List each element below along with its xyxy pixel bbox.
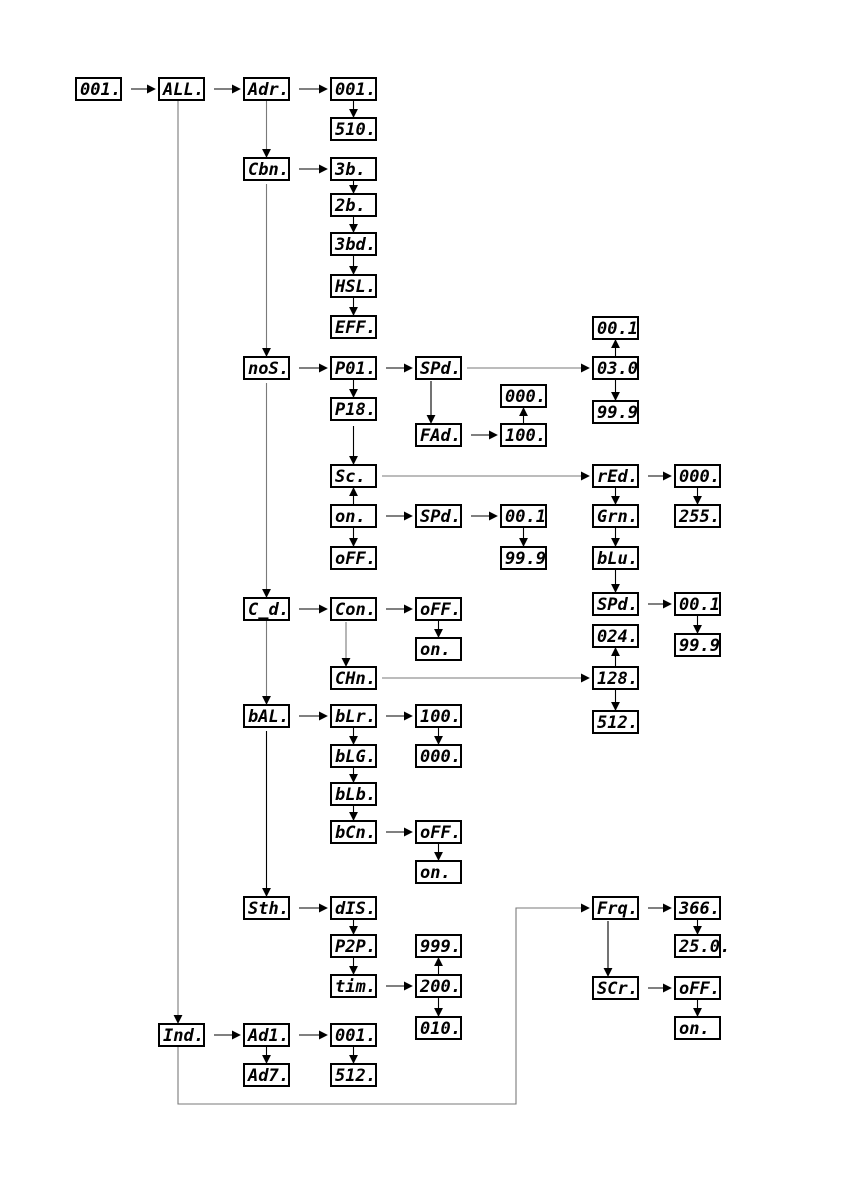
display-value: 00.1 bbox=[597, 319, 638, 339]
display-value: 000. bbox=[505, 387, 546, 407]
display-value: 25.0. bbox=[679, 937, 731, 957]
display-value: on. bbox=[420, 640, 451, 660]
display-value: 255. bbox=[679, 507, 720, 527]
display-node-onc bbox=[416, 638, 461, 660]
display-value: rEd. bbox=[597, 467, 638, 487]
display-value: oFF. bbox=[420, 600, 461, 620]
display-node-eff bbox=[331, 316, 376, 338]
display-value: 99.9 bbox=[679, 636, 720, 656]
display-value: bLG. bbox=[335, 747, 376, 767]
display-node-r255 bbox=[675, 505, 720, 527]
display-value: Ad1. bbox=[248, 1026, 289, 1046]
display-node-p18 bbox=[331, 398, 376, 420]
display-node-f000 bbox=[501, 385, 546, 407]
display-value: 2b. bbox=[335, 196, 366, 216]
display-node-off1 bbox=[331, 547, 376, 569]
display-node-sc bbox=[331, 465, 376, 487]
display-value: 999. bbox=[420, 937, 461, 957]
display-value: 001. bbox=[335, 80, 376, 100]
display-node-red bbox=[593, 465, 638, 487]
display-node-grn bbox=[593, 505, 638, 527]
display-node-adr_510 bbox=[331, 118, 376, 140]
display-node-q999 bbox=[675, 634, 720, 656]
display-node-c512 bbox=[593, 711, 638, 733]
display-node-bcn bbox=[331, 821, 376, 843]
display-node-blr bbox=[331, 705, 376, 727]
display-value: Ad7. bbox=[248, 1066, 289, 1086]
display-value: on. bbox=[679, 1019, 710, 1039]
display-node-tim bbox=[331, 975, 376, 997]
display-value: bLr. bbox=[335, 707, 376, 727]
display-value: Ind. bbox=[163, 1026, 204, 1046]
display-value: 510. bbox=[335, 120, 376, 140]
display-node-ad7 bbox=[244, 1064, 289, 1086]
display-value: 00.1 bbox=[505, 507, 546, 527]
display-value: 3bd. bbox=[335, 235, 376, 255]
display-node-bon bbox=[416, 861, 461, 883]
display-node-f366 bbox=[675, 897, 720, 919]
display-value: SPd. bbox=[420, 359, 461, 379]
display-node-blu bbox=[593, 547, 638, 569]
display-value: 100. bbox=[505, 426, 546, 446]
display-node-blb bbox=[331, 783, 376, 805]
display-node-p2p bbox=[331, 935, 376, 957]
display-value: HSL. bbox=[335, 277, 376, 297]
display-value: 200. bbox=[420, 977, 461, 997]
display-node-nos bbox=[244, 357, 289, 379]
display-node-frq bbox=[593, 897, 638, 919]
display-value: Sth. bbox=[248, 899, 289, 919]
display-value: Con. bbox=[335, 600, 376, 620]
display-value: 99.9 bbox=[597, 403, 638, 423]
display-node-t010 bbox=[416, 1017, 461, 1039]
display-value: SPd. bbox=[420, 507, 461, 527]
display-value: on. bbox=[420, 863, 451, 883]
display-node-n001 bbox=[76, 78, 121, 100]
display-node-blg bbox=[331, 745, 376, 767]
display-node-o001 bbox=[501, 505, 546, 527]
display-value: 024. bbox=[597, 627, 638, 647]
display-value: Sc. bbox=[335, 467, 366, 487]
display-value: 001. bbox=[80, 80, 121, 100]
display-value: SPd. bbox=[597, 595, 638, 615]
display-value: noS. bbox=[248, 359, 289, 379]
display-node-r000 bbox=[675, 465, 720, 487]
display-node-spd2 bbox=[416, 505, 461, 527]
display-node-boff bbox=[416, 821, 461, 843]
display-node-c3bd bbox=[331, 233, 376, 255]
display-node-hsl bbox=[331, 275, 376, 297]
display-node-t999 bbox=[416, 935, 461, 957]
display-node-son bbox=[675, 1017, 720, 1039]
display-node-c128 bbox=[593, 667, 638, 689]
display-node-soff bbox=[675, 977, 720, 999]
display-node-s001 bbox=[593, 317, 638, 339]
display-value: 000. bbox=[420, 747, 461, 767]
display-node-f250 bbox=[675, 935, 730, 957]
display-node-spd1 bbox=[416, 357, 461, 379]
display-value: 128. bbox=[597, 669, 638, 689]
display-node-sth bbox=[244, 897, 289, 919]
display-node-c3b bbox=[331, 158, 376, 180]
display-node-cd bbox=[244, 598, 289, 620]
display-node-q001 bbox=[675, 593, 720, 615]
display-value: Cbn. bbox=[248, 160, 289, 180]
display-node-s030 bbox=[593, 357, 638, 379]
display-node-f100 bbox=[501, 424, 546, 446]
display-node-o999 bbox=[501, 547, 546, 569]
display-value: 010. bbox=[420, 1019, 461, 1039]
nodes bbox=[76, 78, 730, 1086]
display-node-t200 bbox=[416, 975, 461, 997]
display-value: Adr. bbox=[248, 80, 289, 100]
display-node-spd3 bbox=[593, 593, 638, 615]
display-node-b100 bbox=[416, 705, 461, 727]
display-node-bal bbox=[244, 705, 289, 727]
display-value: P01. bbox=[335, 359, 376, 379]
display-value: bCn. bbox=[335, 823, 376, 843]
display-node-cbn bbox=[244, 158, 289, 180]
display-node-chn bbox=[331, 667, 376, 689]
display-node-all bbox=[159, 78, 204, 100]
display-value: Frq. bbox=[597, 899, 638, 919]
display-value: 100. bbox=[420, 707, 461, 727]
display-value: dIS. bbox=[335, 899, 376, 919]
display-value: CHn. bbox=[335, 669, 376, 689]
display-value: C_d. bbox=[248, 600, 289, 620]
display-value: SCr. bbox=[597, 979, 638, 999]
display-value: Grn. bbox=[597, 507, 638, 527]
display-value: 99.9 bbox=[505, 549, 546, 569]
display-value: EFF. bbox=[335, 318, 376, 338]
display-value: P2P. bbox=[335, 937, 376, 957]
display-value: bLu. bbox=[597, 549, 638, 569]
display-value: 3b. bbox=[335, 160, 366, 180]
display-node-p01 bbox=[331, 357, 376, 379]
display-node-fad bbox=[416, 424, 461, 446]
display-value: bLb. bbox=[335, 785, 376, 805]
display-node-adr_001 bbox=[331, 78, 376, 100]
display-value: 00.1 bbox=[679, 595, 720, 615]
display-node-c024 bbox=[593, 625, 638, 647]
display-value: ALL. bbox=[163, 80, 204, 100]
display-value: on. bbox=[335, 507, 366, 527]
display-node-s999 bbox=[593, 401, 638, 423]
display-value: 512. bbox=[597, 713, 638, 733]
display-value: oFF. bbox=[335, 549, 376, 569]
display-node-scr bbox=[593, 977, 638, 999]
display-node-dis bbox=[331, 897, 376, 919]
display-value: oFF. bbox=[420, 823, 461, 843]
display-value: P18. bbox=[335, 400, 376, 420]
display-value: 000. bbox=[679, 467, 720, 487]
display-node-i512 bbox=[331, 1064, 376, 1086]
display-node-offc bbox=[416, 598, 461, 620]
display-value: FAd. bbox=[420, 426, 461, 446]
display-node-c2b bbox=[331, 194, 376, 216]
display-value: 001. bbox=[335, 1026, 376, 1046]
display-node-on1 bbox=[331, 505, 376, 527]
display-value: oFF. bbox=[679, 979, 720, 999]
display-value: 03.0 bbox=[597, 359, 638, 379]
display-value: tim. bbox=[335, 977, 376, 997]
connector-line bbox=[178, 908, 589, 1104]
display-node-ad1 bbox=[244, 1024, 289, 1046]
display-value: 366. bbox=[679, 899, 720, 919]
display-node-con bbox=[331, 598, 376, 620]
display-node-b000 bbox=[416, 745, 461, 767]
display-node-ind bbox=[159, 1024, 204, 1046]
display-node-i001 bbox=[331, 1024, 376, 1046]
display-value: 512. bbox=[335, 1066, 376, 1086]
display-value: bAL. bbox=[248, 707, 289, 727]
display-node-adr bbox=[244, 78, 289, 100]
